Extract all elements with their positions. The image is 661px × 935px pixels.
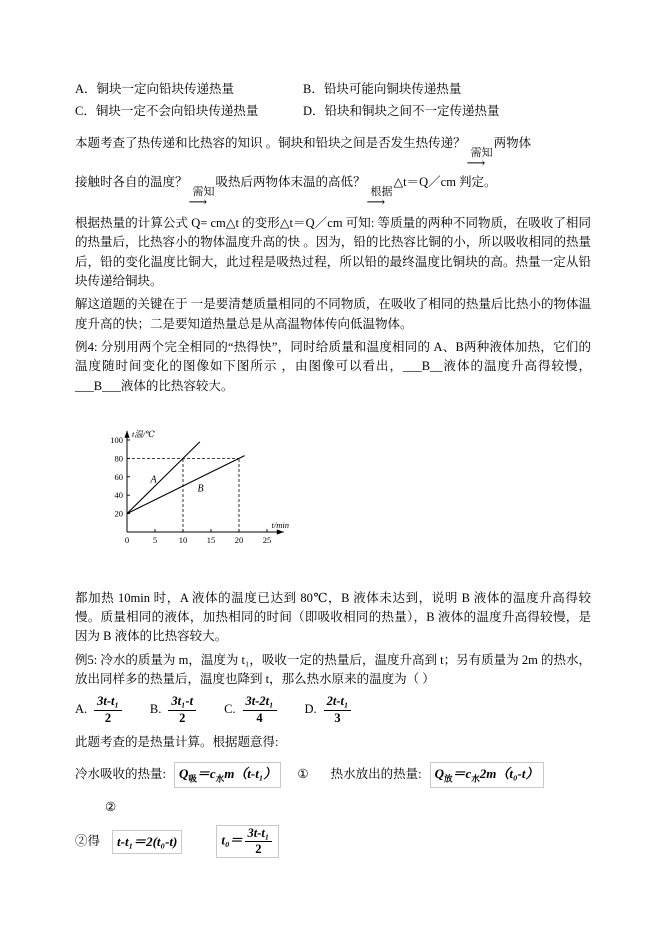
hint-word: 需知 [470, 146, 493, 159]
example5-option-d [305, 695, 354, 724]
derivation-line [75, 825, 591, 858]
hint-basis [367, 187, 393, 208]
analysis-text-1: 本题考查了热传递和比热容的知识 。铜块和铅块之间是否发生热传递？ [75, 135, 466, 150]
example5-option-b [150, 695, 198, 724]
arrow-right-icon: ⟶ [188, 193, 208, 209]
svg-text:25: 25 [262, 535, 272, 546]
svg-text:60: 60 [114, 471, 123, 482]
circled-one-mark: ① [297, 767, 309, 782]
hint-word: 根据 [370, 185, 393, 198]
math-subscript: 水 [471, 773, 480, 784]
derivation-lead: ②得 [75, 834, 101, 849]
fraction-denominator: 2 [255, 842, 262, 857]
svg-text:100: 100 [110, 435, 123, 446]
question3-option-d: D．铅块和铜块之间不一定传递热量 [303, 104, 500, 119]
derivation-equation-1: t-t₁＝2(t₀-t) [112, 830, 182, 854]
svg-text:80: 80 [114, 453, 123, 464]
fraction-numerator: 3t-t₁ [94, 695, 122, 710]
example5-option-c [224, 695, 278, 724]
option-label: D. [304, 702, 317, 717]
analysis-text-3: 接触时各自的温度？ [75, 174, 188, 189]
math-symbol: Q [434, 766, 444, 781]
svg-text:20: 20 [234, 535, 244, 546]
option-label: A. [75, 702, 88, 717]
fraction-numerator: 2t-t₁ [324, 695, 352, 710]
arrow-right-icon: ⟶ [366, 193, 386, 209]
analysis-heat-transfer-paragraph [75, 130, 591, 208]
hint-need-know-1 [467, 148, 493, 169]
analysis-key-paragraph: 解这道题的关键在于 一是要清楚质量相同的不同物质，在吸收了相同的热量后比热小的物体温度升高的快；二是要知道热量总是从高温物体传向低温物体。 [75, 297, 591, 331]
derivation-equation-2 [216, 825, 279, 858]
svg-text:t温/℃: t温/℃ [132, 429, 155, 440]
temperature-time-chart [91, 410, 591, 562]
math-subscript: 水 [215, 773, 225, 784]
fraction-denominator: 3 [334, 710, 341, 725]
fraction [168, 695, 196, 724]
math-symbol: 2m（t₀-t） [479, 766, 539, 781]
question3-option-a: A．铜块一定向铅块传递热量 [75, 82, 235, 96]
fraction [245, 827, 273, 856]
analysis-text-4: 吸热后两物体末温的高低？ [215, 174, 366, 189]
math-symbol: Q [178, 766, 189, 781]
fraction-denominator: 2 [179, 710, 186, 725]
example4-intro: 例4: 分别用两个完全相同的“热得快”，同时给质量和温度相同的 A、B两种液体加热，它们的温度随时间变化的图像如下图所示 ，由图像可以看出，___B__液体的温度升高得较慢，___B___液体的比热容较大。 [75, 340, 591, 393]
fraction-denominator: 4 [256, 710, 263, 725]
math-symbol: m（t-t₁） [224, 766, 277, 781]
math-symbol: t₀＝ [221, 832, 243, 848]
circled-two-mark: ② [105, 799, 117, 814]
svg-text:20: 20 [114, 508, 123, 519]
fraction-denominator: 2 [104, 710, 112, 725]
analysis-text-5: △t＝Q／cm 判定。 [393, 174, 497, 189]
released-heat-label: 热水放出的热量: [330, 767, 422, 782]
math-subscript: 放 [443, 773, 453, 784]
question3-option-c: C．铜块一定不会向铅块传递热量 [75, 104, 259, 119]
svg-text:A: A [150, 474, 157, 486]
question3-options-row1 [75, 80, 591, 99]
math-symbol: ＝c [452, 766, 472, 781]
svg-text:0: 0 [124, 535, 130, 546]
hint-need-know-2 [189, 187, 215, 208]
analysis-text-2: 两物体 [493, 135, 532, 150]
svg-text:t/min: t/min [271, 520, 289, 531]
hint-word: 需知 [192, 185, 215, 198]
fraction [94, 695, 122, 724]
chart-canvas [91, 410, 323, 556]
math-subscript: 吸 [188, 773, 197, 784]
example5-question: 例5: 冷水的质量为 m，温度为 t₁，吸收一定的热量后，温度升高到 t；另有质量为 2m 的热水，放出同样多的热量后，温度也降到 t，那么热水原来的温度为（ ） [75, 652, 591, 686]
svg-text:B: B [197, 483, 204, 495]
option-label: C. [224, 702, 236, 717]
fraction-numerator: 3t-t₁ [245, 827, 273, 842]
svg-text:15: 15 [206, 535, 216, 546]
example5-option-a [75, 695, 124, 724]
analysis-formula-paragraph: 根据热量的计算公式 Q= cm△t 的变形△t＝Q／cm 可知: 等质量的两种不同物质，在吸收了相同的热量后，比热容小的物体温度升高的快 。因为，铅的比热容比铜的小，所以吸收相同的热量后，铅的变化温度比铜大，此过程是吸热过程，所以铅的最终温度比铜块的高。热量一定从铅块传递给铜块。 [75, 215, 591, 288]
example5-options [75, 695, 591, 724]
math-symbol: ＝c [196, 766, 216, 781]
arrow-right-icon: ⟶ [466, 154, 486, 170]
svg-text:40: 40 [114, 490, 123, 501]
example5-analysis-lead: 此题考查的是热量计算。根据题意得: [75, 734, 279, 749]
absorbed-heat-formula [174, 762, 281, 788]
question3-options-row2 [75, 102, 591, 121]
absorbed-heat-label: 冷水吸收的热量: [75, 767, 166, 782]
fraction [324, 695, 352, 724]
fraction [243, 695, 277, 724]
fraction-numerator: 3t-2t₁ [243, 695, 277, 710]
option-label: B. [149, 702, 162, 717]
circled-two-line [75, 798, 591, 817]
example4-explanation: 都加热 10min 时，A 液体的温度已达到 80℃，B 液体未达到，说明 B 液体的温度升高得较慢。质量相同的液体，加热相同的时间（即吸收相同的热量），B 液体的温度升高得较慢，是因为 B 液体的比热容较大。 [75, 590, 591, 644]
released-heat-formula [430, 762, 544, 788]
fraction-numerator: 3t₁-t [168, 695, 196, 710]
question3-option-b: B．铅块可能向铜块传递热量 [303, 82, 462, 96]
svg-text:10: 10 [178, 535, 188, 546]
heat-formulas-line [75, 762, 591, 788]
svg-text:5: 5 [152, 535, 158, 546]
